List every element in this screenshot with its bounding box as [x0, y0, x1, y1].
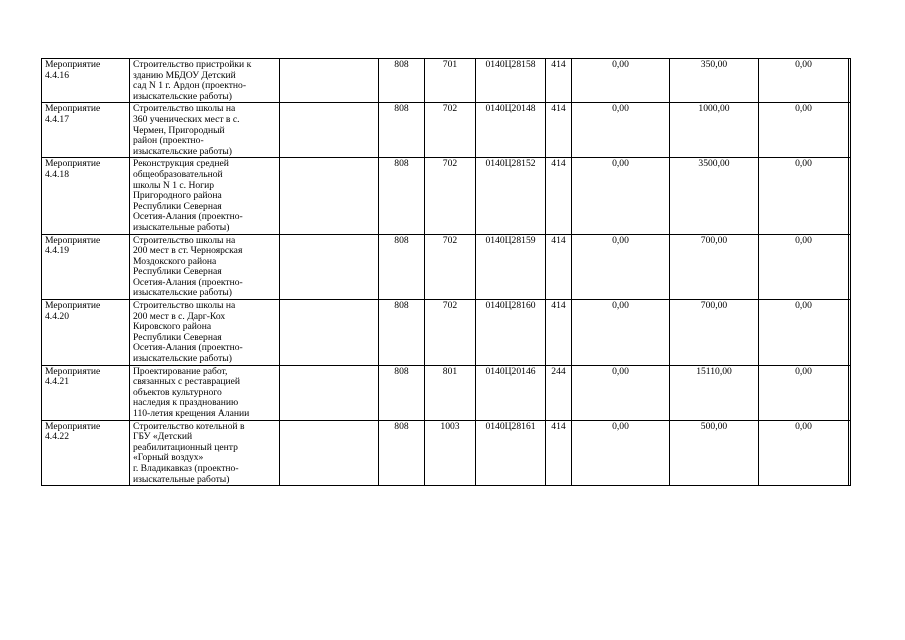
- amount-cell-4: [849, 420, 851, 486]
- amount-cell-4: [849, 59, 851, 103]
- target-article-cell: 0140Ц28158: [476, 59, 546, 103]
- amount-cell-4: [849, 103, 851, 158]
- measure-name-cell: Реконструкция средней общеобразовательной школы N 1 с. Ногир Пригородного района Республики Северная Осетия-Алания (проектно- изыскательные работы): [130, 158, 280, 234]
- section-cell: 701: [425, 59, 476, 103]
- expense-type-cell: 414: [546, 103, 572, 158]
- amount-cell-3: 0,00: [759, 59, 849, 103]
- table-row: [42, 420, 851, 486]
- table-row: [42, 158, 851, 234]
- measure-id-cell: Мероприятие 4.4.17: [42, 103, 130, 158]
- grbs-cell: 808: [379, 158, 425, 234]
- measure-name-cell: Строительство школы на 200 мест в ст. Черноярская Моздокского района Республики Северная Осетия-Алания (проектно- изыскательские работы): [130, 234, 280, 300]
- target-article-cell: 0140Ц28159: [476, 234, 546, 300]
- amount-cell-2: 350,00: [670, 59, 759, 103]
- measure-name-cell: Строительство пристройки к зданию МБДОУ Детский сад N 1 г. Ардон (проектно- изыскательские работы): [130, 59, 280, 103]
- amount-cell-2: 700,00: [670, 300, 759, 366]
- amount-cell-1: 0,00: [572, 420, 670, 486]
- measure-id-cell: Мероприятие 4.4.16: [42, 59, 130, 103]
- measures-table: [41, 58, 851, 486]
- amount-cell-3: 0,00: [759, 300, 849, 366]
- amount-cell-3: 0,00: [759, 103, 849, 158]
- amount-cell-3: 0,00: [759, 158, 849, 234]
- executor-cell: [280, 59, 379, 103]
- executor-cell: [280, 234, 379, 300]
- measure-id-cell: Мероприятие 4.4.20: [42, 300, 130, 366]
- amount-cell-2: 500,00: [670, 420, 759, 486]
- expense-type-cell: 414: [546, 158, 572, 234]
- target-article-cell: 0140Ц20146: [476, 365, 546, 420]
- amount-cell-4: [849, 300, 851, 366]
- amount-cell-1: 0,00: [572, 300, 670, 366]
- executor-cell: [280, 158, 379, 234]
- amount-cell-2: 1000,00: [670, 103, 759, 158]
- section-cell: 702: [425, 103, 476, 158]
- measure-name-cell: Строительство школы на 360 ученических мест в с. Чермен, Пригородный район (проектно- изыскательские работы): [130, 103, 280, 158]
- amount-cell-1: 0,00: [572, 365, 670, 420]
- executor-cell: [280, 365, 379, 420]
- expense-type-cell: 244: [546, 365, 572, 420]
- table-row: [42, 365, 851, 420]
- section-cell: 801: [425, 365, 476, 420]
- target-article-cell: 0140Ц20148: [476, 103, 546, 158]
- amount-cell-1: 0,00: [572, 158, 670, 234]
- executor-cell: [280, 300, 379, 366]
- amount-cell-2: 3500,00: [670, 158, 759, 234]
- executor-cell: [280, 420, 379, 486]
- measure-id-cell: Мероприятие 4.4.21: [42, 365, 130, 420]
- measure-id-cell: Мероприятие 4.4.19: [42, 234, 130, 300]
- amount-cell-3: 0,00: [759, 234, 849, 300]
- grbs-cell: 808: [379, 234, 425, 300]
- target-article-cell: 0140Ц28161: [476, 420, 546, 486]
- amount-cell-4: [849, 158, 851, 234]
- amount-cell-4: [849, 234, 851, 300]
- grbs-cell: 808: [379, 103, 425, 158]
- measure-name-cell: Строительство школы на 200 мест в с. Дарг-Кох Кировского района Республики Северная Осетия-Алания (проектно- изыскательские работы): [130, 300, 280, 366]
- expense-type-cell: 414: [546, 234, 572, 300]
- amount-cell-4: [849, 365, 851, 420]
- amount-cell-3: 0,00: [759, 365, 849, 420]
- target-article-cell: 0140Ц28160: [476, 300, 546, 366]
- amount-cell-2: 700,00: [670, 234, 759, 300]
- amount-cell-1: 0,00: [572, 103, 670, 158]
- amount-cell-3: 0,00: [759, 420, 849, 486]
- table-row: [42, 59, 851, 103]
- section-cell: 1003: [425, 420, 476, 486]
- measure-name-cell: Проектирование работ, связанных с реставрацией объектов культурного наследия к празднованию 110-летия крещения Алании: [130, 365, 280, 420]
- target-article-cell: 0140Ц28152: [476, 158, 546, 234]
- amount-cell-2: 15110,00: [670, 365, 759, 420]
- measure-id-cell: Мероприятие 4.4.22: [42, 420, 130, 486]
- expense-type-cell: 414: [546, 300, 572, 366]
- section-cell: 702: [425, 300, 476, 366]
- section-cell: 702: [425, 158, 476, 234]
- measure-name-cell: Строительство котельной в ГБУ «Детский реабилитационный центр «Горный воздух» г. Владикавказ (проектно- изыскательные работы): [130, 420, 280, 486]
- executor-cell: [280, 103, 379, 158]
- measure-id-cell: Мероприятие 4.4.18: [42, 158, 130, 234]
- grbs-cell: 808: [379, 365, 425, 420]
- table-row: [42, 234, 851, 300]
- table-row: [42, 300, 851, 366]
- grbs-cell: 808: [379, 420, 425, 486]
- expense-type-cell: 414: [546, 59, 572, 103]
- expense-type-cell: 414: [546, 420, 572, 486]
- amount-cell-1: 0,00: [572, 234, 670, 300]
- table-row: [42, 103, 851, 158]
- grbs-cell: 808: [379, 59, 425, 103]
- section-cell: 702: [425, 234, 476, 300]
- amount-cell-1: 0,00: [572, 59, 670, 103]
- grbs-cell: 808: [379, 300, 425, 366]
